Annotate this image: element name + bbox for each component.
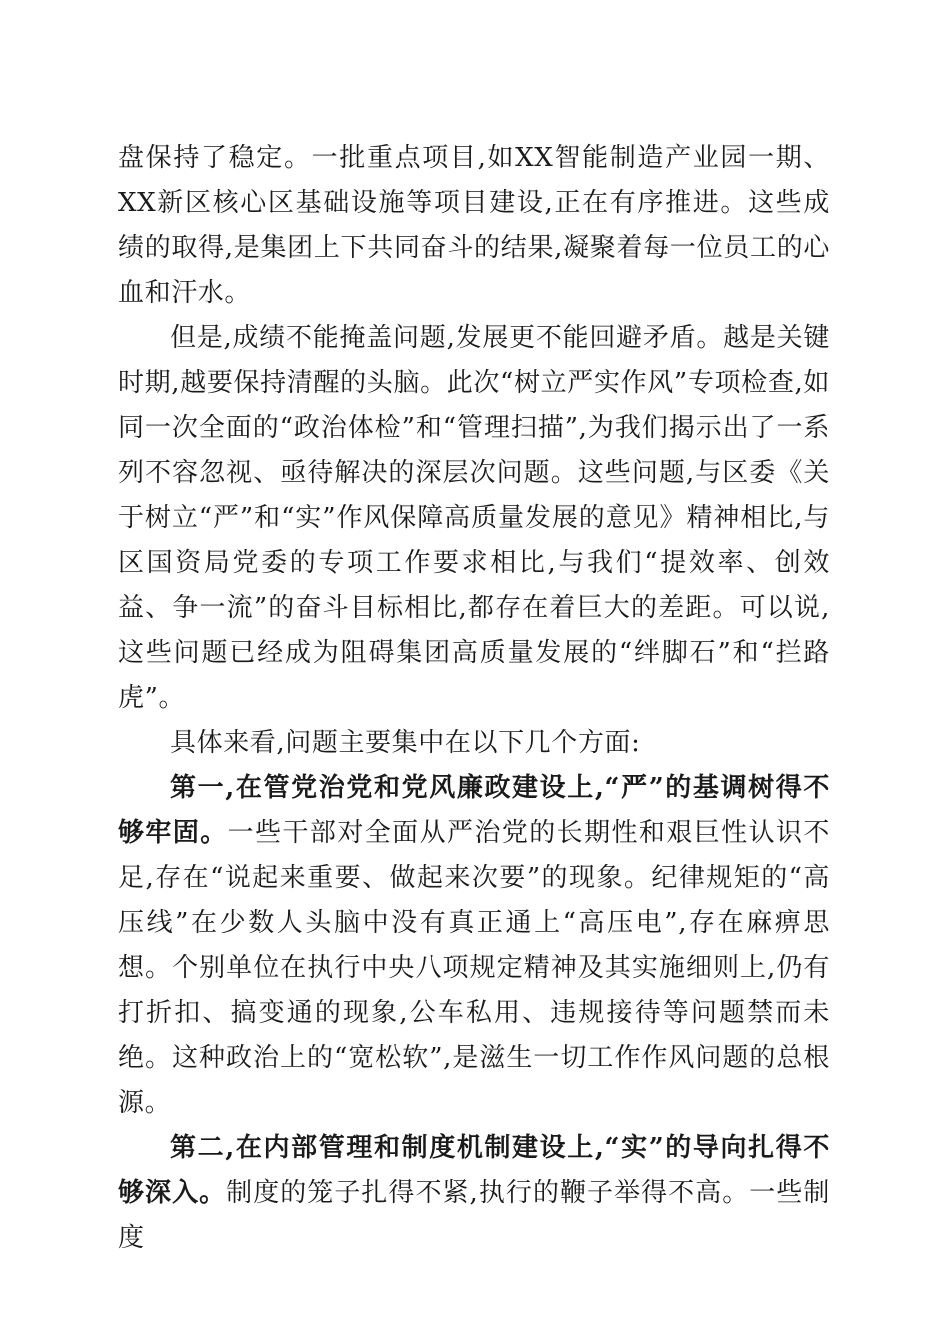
paragraph-text: 制度的笼子扎得不紧,执行的鞭子举得不高。一些制度 — [118, 1178, 830, 1253]
paragraph-problems-intro — [118, 316, 830, 721]
paragraph-heading: 第二,在内部管理和制度机制建设上,“实”的导向扎得不够深入。 — [118, 1133, 830, 1208]
paragraph-text: 盘保持了稳定。一批重点项目,如XX智能制造产业园一期、XX新区核心区基础设施等项目建设,正在有序推进。这些成绩的取得,是集团上下共同奋斗的结果,凝聚着每一位员工的心血和汗水。 — [118, 143, 830, 308]
paragraph-heading: 第一,在管党治党和党风廉政建设上,“严”的基调树得不够牢固。 — [118, 773, 830, 848]
paragraph-aspects-lead — [118, 721, 830, 766]
paragraph-continuation — [118, 136, 830, 316]
paragraph-text: 具体来看,问题主要集中在以下几个方面: — [170, 728, 641, 758]
paragraph-text: 一些干部对全面从严治党的长期性和艰巨性认识不足,存在“说起来重要、做起来次要”的现象。纪律规矩的“高压线”在少数人头脑中没有真正通上“高压电”,存在麻痹思想。个别单位在执行中央八项规定精神及其实施细则上,仍有打折扣、搞变通的现象,公车私用、违规接待等问题禁而未绝。这种政治上的“宽松软”,是滋生一切工作作风问题的总根源。 — [118, 818, 831, 1118]
paragraph-text: 但是,成绩不能掩盖问题,发展更不能回避矛盾。越是关键时期,越要保持清醒的头脑。此次“树立严实作风”专项检查,如同一次全面的“政治体检”和“管理扫描”,为我们揭示出了一系列不容忽视、亟待解决的深层次问题。这些问题,与区委《关于树立“严”和“实”作风保障高质量发展的意见》精神相比,与区国资局党委的专项工作要求相比,与我们“提效率、创效益、争一流”的奋斗目标相比,都存在着巨大的差距。可以说,这些问题已经成为阻碍集团高质量发展的“绊脚石”和“拦路虎”。 — [118, 323, 830, 713]
paragraph-point-one — [118, 766, 830, 1126]
document-body — [118, 136, 830, 1261]
paragraph-point-two — [118, 1126, 830, 1261]
